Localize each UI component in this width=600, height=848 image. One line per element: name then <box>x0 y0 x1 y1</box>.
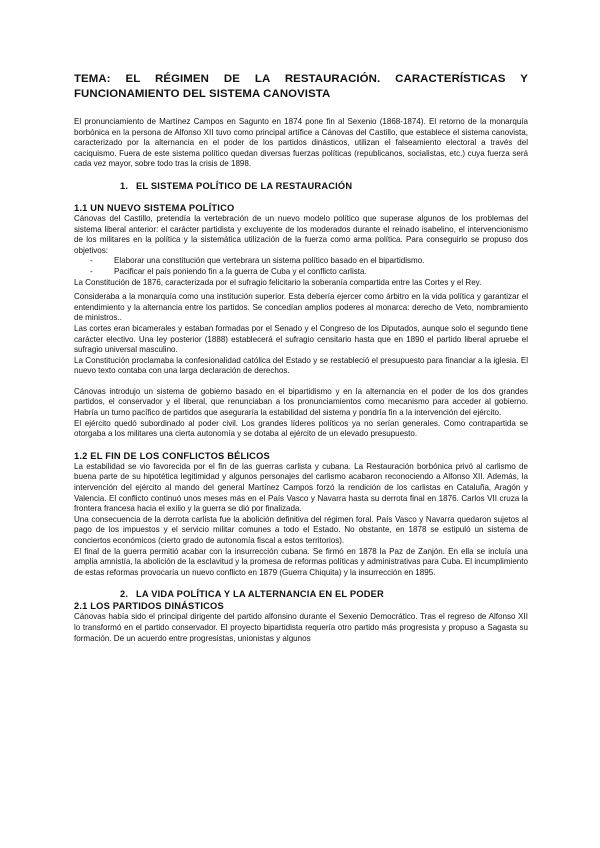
paragraph: Una consecuencia de la derrota carlista fue la abolición definitiva del régimen foral. País Vasco y Navarra quedaron sujetos al pago de los impuestos y el servicio militar comunes a todo el Estado. No obstante, en 1878 se estipuló un sistema de conciertos económicos (cierto grado de autonomía fiscal a estos territorios). <box>74 514 528 545</box>
intro-paragraph: El pronunciamiento de Martínez Campos en Sagunto en 1874 pone fin al Sexenio (1868-1874). El retorno de la monarquía borbónica en la persona de Alfonso XII tuvo como principal artífice a Cánovas del Castillo, que establece el sistema canovista, caracterizado por la alternancia en el poder de los partidos dinásticos, utilizan el falseamiento electoral a través del caciquismo. Fuera de este sistema político quedan diversas fuerzas políticas (republicanos, socialistas, etc.) cuya fuerza será cada vez mayor, sobre todo tras la crisis de 1898. <box>74 117 528 169</box>
paragraph: Cánovas introdujo un sistema de gobierno basado en el bipartidismo y en la alternancia en el poder de los dos grandes partidos, el conservador y el liberal, que renunciaban a los pronunciamientos como mecanismo para acceder al gobierno. Habría un turno pacífico de partidos que aseguraría la estabilidad del sistema y pondría fin a la intervención del ejército. <box>74 386 528 418</box>
document-body <box>74 72 528 644</box>
section-2-number: 2. <box>120 589 129 600</box>
paragraph: Consideraba a la monarquía como una institución superior. Esta debería ejercer como árbitro en la vida política y garantizar el entendimiento y la alternancia entre los partidos. Se concedían amplios poderes al monarca: derecho de Veto, nombramiento de ministros.. <box>74 292 528 323</box>
section-1-heading <box>74 180 528 192</box>
paragraph: El final de la guerra permitió acabar con la insurrección cubana. Se firmó en 1878 la Paz de Zanjón. En ella se incluía una amplia amnistía, la abolición de la esclavitud y la promesa de reformas políticas y administrativas para Cuba. El incumplimiento de estas reformas provocaría un nuevo conflicto en 1879 (Guerra Chiquita) y la insurrección en 1895. <box>74 546 528 577</box>
section-2-title: LA VIDA POLÍTICA Y LA ALTERNANCIA EN EL PODER <box>136 589 384 600</box>
objectives-list <box>74 256 528 277</box>
paragraph: Las cortes eran bicamerales y estaban formadas por el Senado y el Congreso de los Diputados, aunque solo el segundo tiene carácter electivo. Una ley posterior (1888) establecerá el sufragio censitario hasta que en 1890 el partido liberal apruebe el sufragio universal masculino. <box>74 323 528 355</box>
paragraph: Cánovas había sido el principal dirigente del partido alfonsino durante el Sexenio Democrático. Tras el regreso de Alfonso XII lo transformó en el partido conservador. El proyecto bipartidista requería otro partido más progresista y propuso a Sagasta su formación. De un acuerdo entre progresistas, unionistas y algunos <box>74 612 528 643</box>
paragraph: El ejército quedó subordinado al poder civil. Los grandes líderes políticos ya no serían generales. Como contrapartida se otorgaba a los militares una cierta autonomía y se dotaba al ejército de un elevado presupuesto. <box>74 418 528 439</box>
list-item: - Pacificar el país poniendo fin a la guerra de Cuba y el conflicto carlista. <box>90 266 367 276</box>
document-title: TEMA: EL RÉGIMEN DE LA RESTAURACIÓN. CARACTERÍSTICAS Y FUNCIONAMIENTO DEL SISTEMA CANOVISTA <box>74 73 528 100</box>
paragraph: Cánovas del Castillo, pretendía la vertebración de un nuevo modelo político que superase algunos de los problemas del sistema liberal anterior: el carácter partidista y excluyente de los moderados durante el reinado isabelino, el intervencionismo de los militares en la política y la sistemática utilización de la fuerza como arma política. Para conseguirlo se propuso dos objetivos: <box>74 213 528 255</box>
list-item: - Elaborar una constitución que vertebrara un sistema político basado en el bipartidismo. <box>90 256 425 266</box>
paragraph: La Constitución de 1876, caracterizada por el sufragio felicitario la soberanía compartida entre las Cortes y el Rey. <box>74 277 482 287</box>
section-1-title: EL SISTEMA POLÍTICO DE LA RESTAURACIÓN <box>136 180 353 191</box>
section-1-number: 1. <box>120 180 129 191</box>
paragraph: La Constitución proclamaba la confesionalidad católica del Estado y se restableció el presupuesto para financiar a la iglesia. El nuevo texto contaba con una larga declaración de derechos. <box>74 355 528 376</box>
subsection-2-1-heading: 2.1 LOS PARTIDOS DINÁSTICOS <box>74 601 224 612</box>
subsection-1-1-heading: 1.1 UN NUEVO SISTEMA POLÍTICO <box>74 202 235 213</box>
subsection-1-2-heading: 1.2 EL FIN DE LOS CONFLICTOS BÉLICOS <box>74 450 270 461</box>
paragraph: La estabilidad se vio favorecida por el fin de las guerras carlista y cubana. La Restauración borbónica privó al carlismo de buena parte de su hipotética legitimidad y algunos personajes del carlismo acabaron reconociendo a Alfonso XII. Además, la intervención del ejército al mando del general Martínez Campos forzó la rendición de los carlistas en Cataluña, Aragón y Valencia. El conflicto continuó unos meses más en el País Vasco y Navarra hasta su derrota final en 1876. Carlos VII cruza la frontera francesa hacia el exilio y la guerra se dió por finalizada. <box>74 461 528 514</box>
section-2-heading <box>74 588 528 600</box>
